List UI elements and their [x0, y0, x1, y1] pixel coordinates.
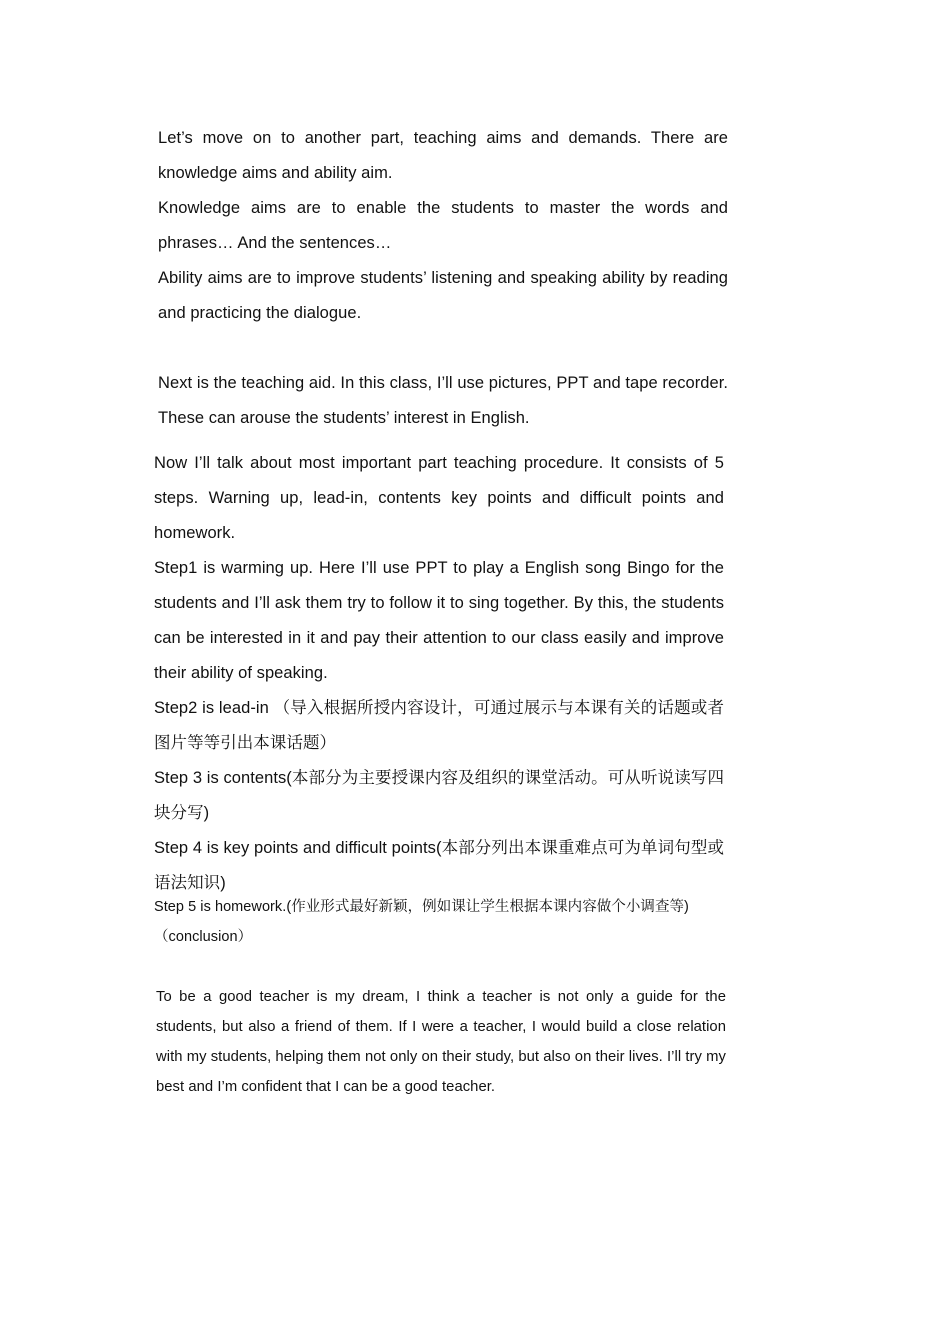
paragraph-step3: Step 3 is contents(本部分为主要授课内容及组织的课堂活动。可从听说读写四块分写) — [154, 769, 724, 822]
teaching-aims-section — [158, 121, 728, 331]
paragraph-ability-aims: Ability aims are to improve students’ listening and speaking ability by reading and practicing the dialogue. — [158, 269, 728, 322]
paragraph-aims-intro: Let’s move on to another part, teaching aims and demands. There are knowledge aims and ability aim. — [158, 129, 728, 182]
conclusion-section — [156, 982, 726, 1102]
paragraph-step1: Step1 is warming up. Here I’ll use PPT to play a English song Bingo for the students and I’ll ask them try to follow it to sing together. By this, the students can be interested in it and pay their attention to our class easily and improve their ability of speaking. — [154, 559, 724, 682]
teaching-aid-section — [158, 366, 728, 436]
paragraph-step5: Step 5 is homework.(作业形式最好新颖，例如课让学生根据本课内容做个小调查等) — [154, 899, 689, 915]
paragraph-step2: Step2 is lead-in （导入根据所授内容设计，可通过展示与本课有关的话题或者图片等等引出本课话题） — [154, 699, 724, 752]
paragraph-step4: Step 4 is key points and difficult points(本部分列出本课重难点可为单词句型或语法知识) — [154, 839, 724, 892]
homework-section — [154, 892, 724, 952]
paragraph-procedure-intro: Now I’ll talk about most important part teaching procedure. It consists of 5 steps. Warning up, lead-in, contents key points and difficult points and homework. — [154, 454, 724, 542]
paragraph-teaching-aid: Next is the teaching aid. In this class, I’ll use pictures, PPT and tape recorder. These can arouse the students’ interest in English. — [158, 374, 728, 427]
paragraph-knowledge-aims: Knowledge aims are to enable the students to master the words and phrases… And the sentences… — [158, 199, 728, 252]
teaching-procedure-section — [154, 446, 724, 901]
paragraph-conclusion: To be a good teacher is my dream, I think a teacher is not only a guide for the students, but also a friend of them. If I were a teacher, I would build a close relation with my students, helping them not only on their study, but also on their lives. I’ll try my best and I’m confident that I can be a good teacher. — [156, 989, 726, 1095]
conclusion-heading: （conclusion） — [154, 929, 253, 945]
